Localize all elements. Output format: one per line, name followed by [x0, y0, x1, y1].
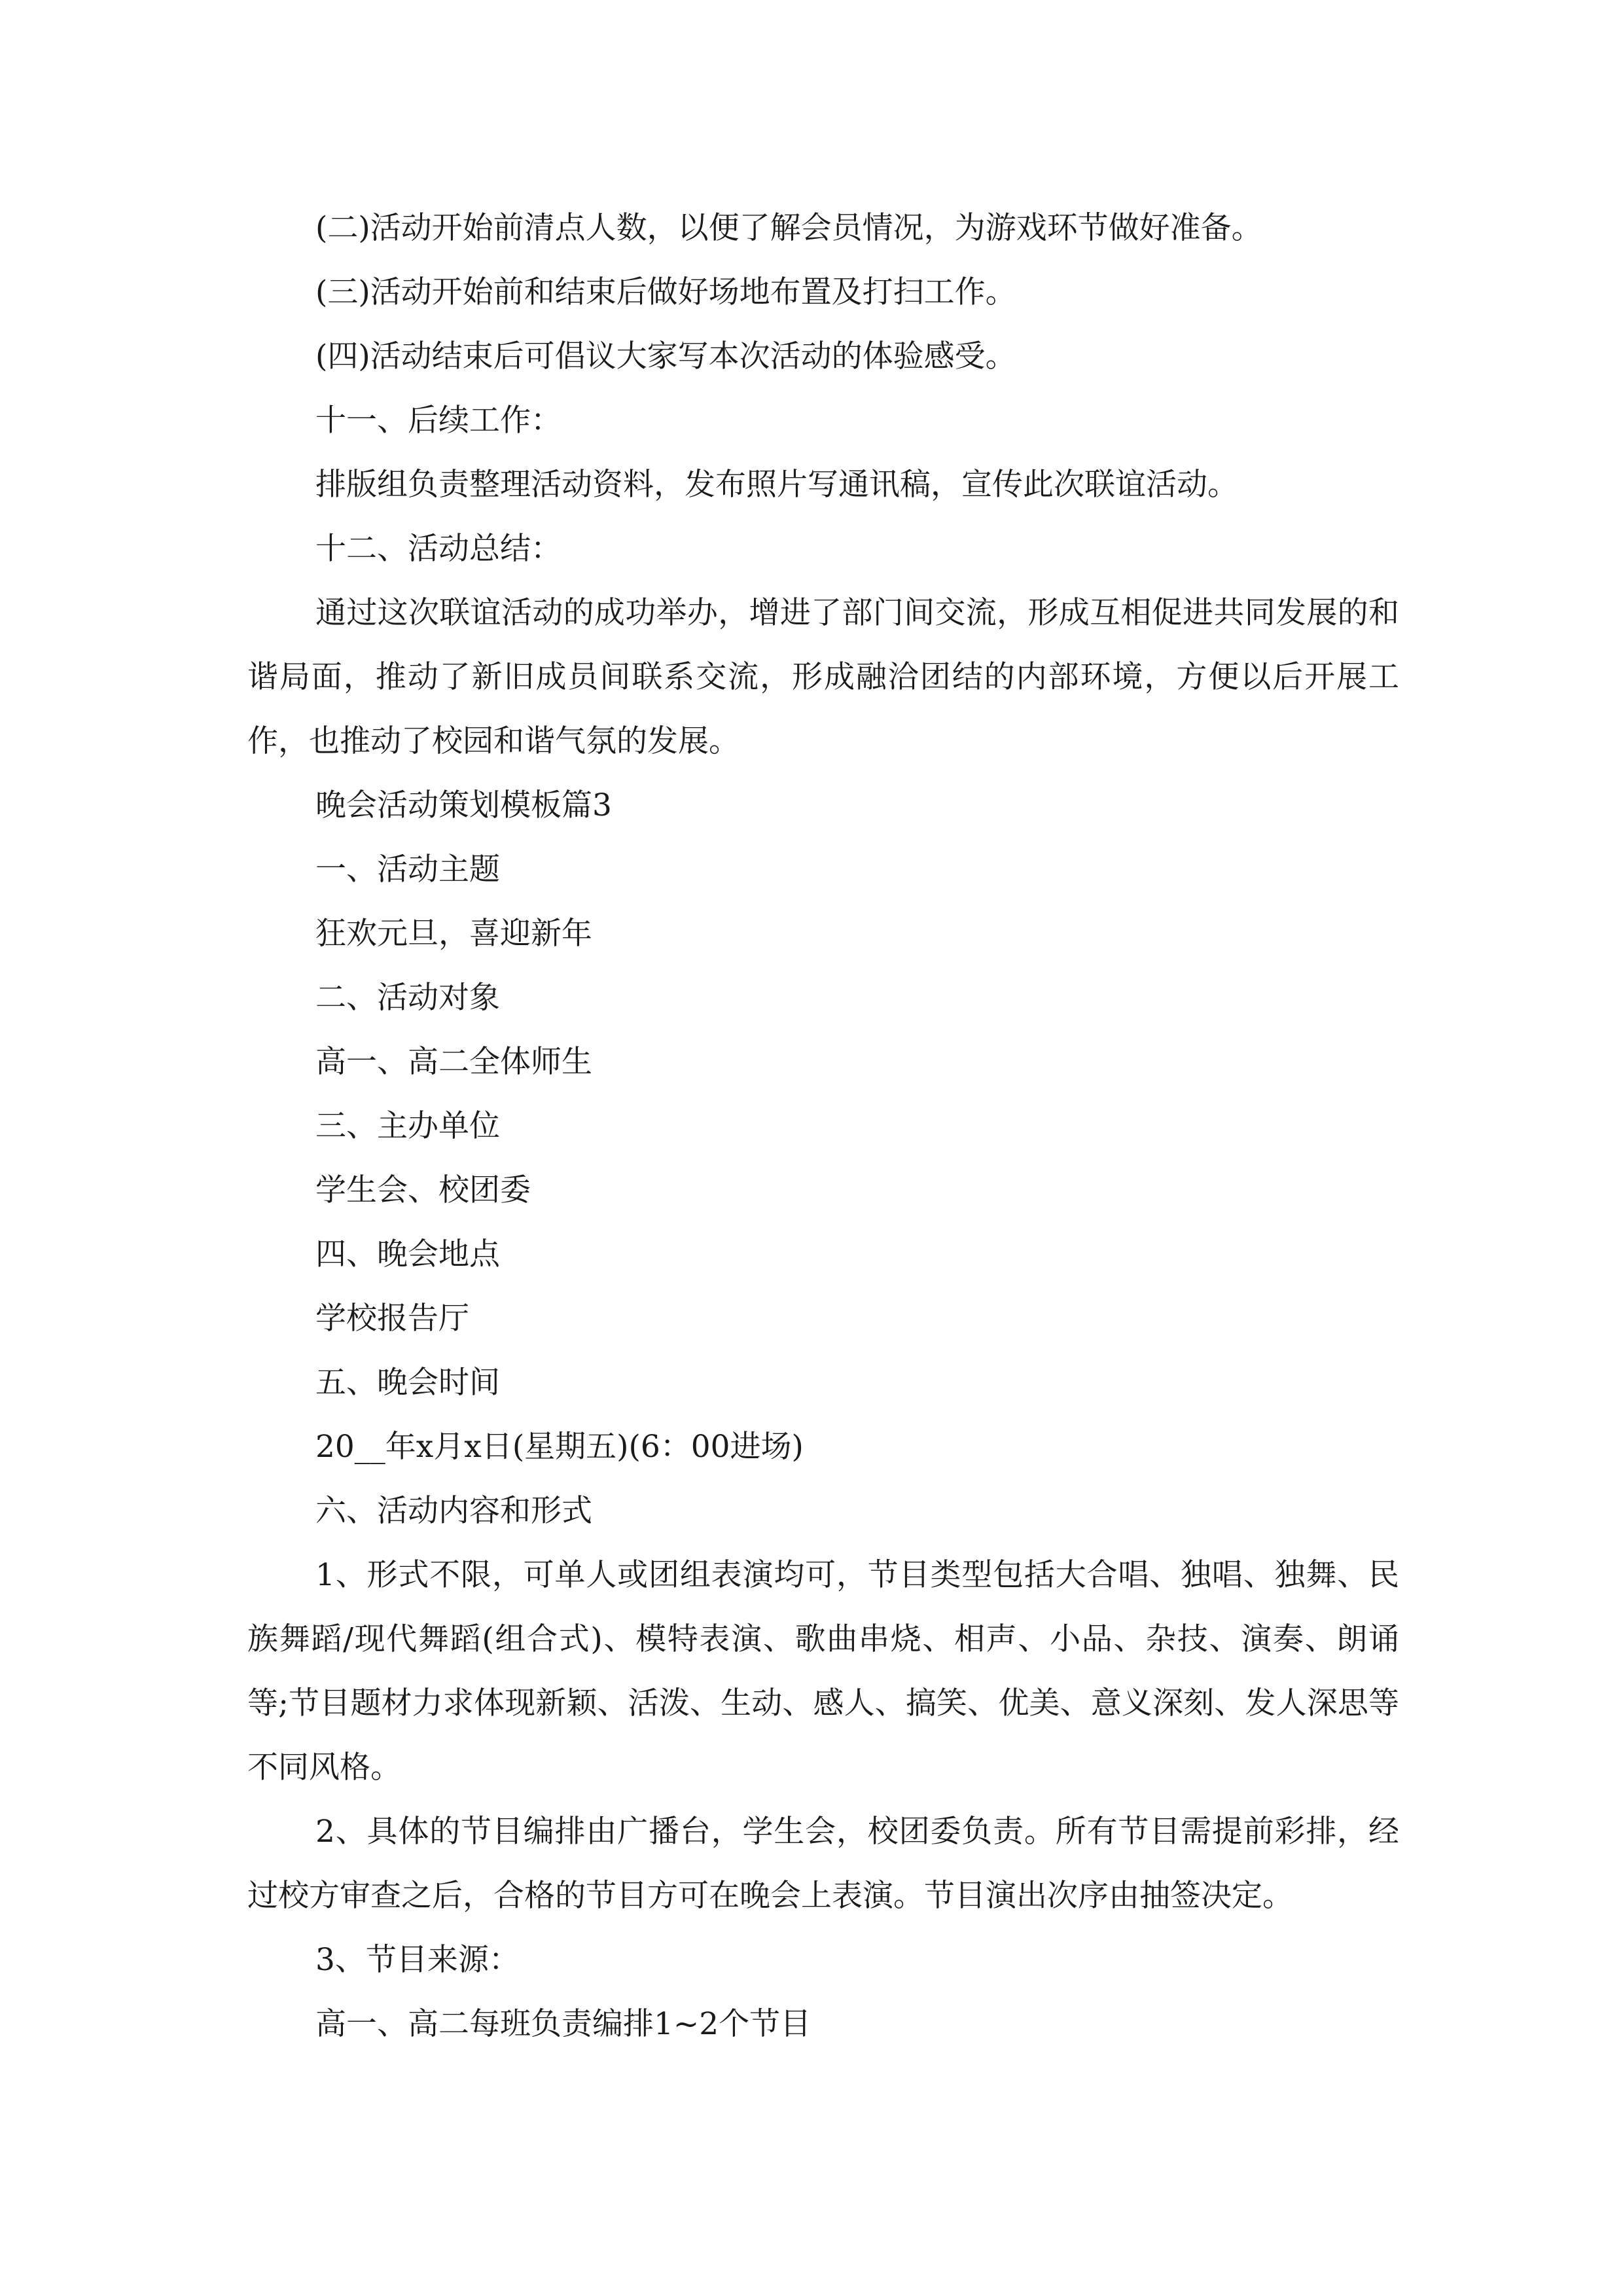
- document-page: [247, 196, 1399, 2056]
- paragraph-2-prep: (二)活动开始前清点人数，以便了解会员情况，为游戏环节做好准备。: [315, 210, 1262, 246]
- heading-program-source: 3、节目来源：: [315, 1942, 520, 1978]
- paragraph-theme: 狂欢元旦，喜迎新年: [315, 916, 592, 952]
- heading-theme: 一、活动主题: [315, 852, 500, 888]
- paragraph-time: 20__年x月x日(星期五)(6：00进场): [315, 1429, 804, 1465]
- heading-summary: 十二、活动总结：: [315, 531, 562, 567]
- paragraph-follow-up: 排版组负责整理活动资料，发布照片写通讯稿，宣传此次联谊活动。: [315, 467, 1238, 503]
- heading-organizer: 三、主办单位: [315, 1108, 500, 1144]
- heading-follow-up: 十一、后续工作：: [315, 403, 562, 439]
- heading-time: 五、晚会时间: [315, 1365, 500, 1401]
- section-title-template-3: 晚会活动策划模板篇3: [315, 787, 612, 823]
- heading-location: 四、晚会地点: [315, 1236, 500, 1272]
- paragraph-location: 学校报告厅: [315, 1300, 469, 1336]
- paragraph-3-venue: (三)活动开始前和结束后做好场地布置及打扫工作。: [315, 274, 1016, 310]
- paragraph-form: 1、形式不限，可单人或团组表演均可，节目类型包括大合唱、独唱、独舞、民族舞蹈/现代舞蹈(组合式)、模特表演、歌曲串烧、相声、小品、杂技、演奏、朗诵等;节目题材力求体现新颖、活泼、生动、感人、搞笑、优美、意义深刻、发人深思等不同风格。: [247, 1557, 1399, 1785]
- paragraph-organizer: 学生会、校团委: [315, 1172, 531, 1208]
- paragraph-4-feedback: (四)活动结束后可倡议大家写本次活动的体验感受。: [315, 338, 1016, 374]
- heading-audience: 二、活动对象: [315, 980, 500, 1016]
- heading-content-form: 六、活动内容和形式: [315, 1493, 592, 1529]
- paragraph-summary: 通过这次联谊活动的成功举办，增进了部门间交流，形成互相促进共同发展的和谐局面，推动了新旧成员间联系交流，形成融洽团结的内部环境，方便以后开展工作，也推动了校园和谐气氛的发展。: [247, 595, 1399, 759]
- paragraph-audience: 高一、高二全体师生: [315, 1044, 592, 1080]
- paragraph-arrangement: 2、具体的节目编排由广播台，学生会，校团委负责。所有节目需提前彩排，经过校方审查之后，合格的节目方可在晚会上表演。节目演出次序由抽签决定。: [247, 1814, 1399, 1914]
- paragraph-program-source: 高一、高二每班负责编排1~2个节目: [315, 2006, 812, 2042]
